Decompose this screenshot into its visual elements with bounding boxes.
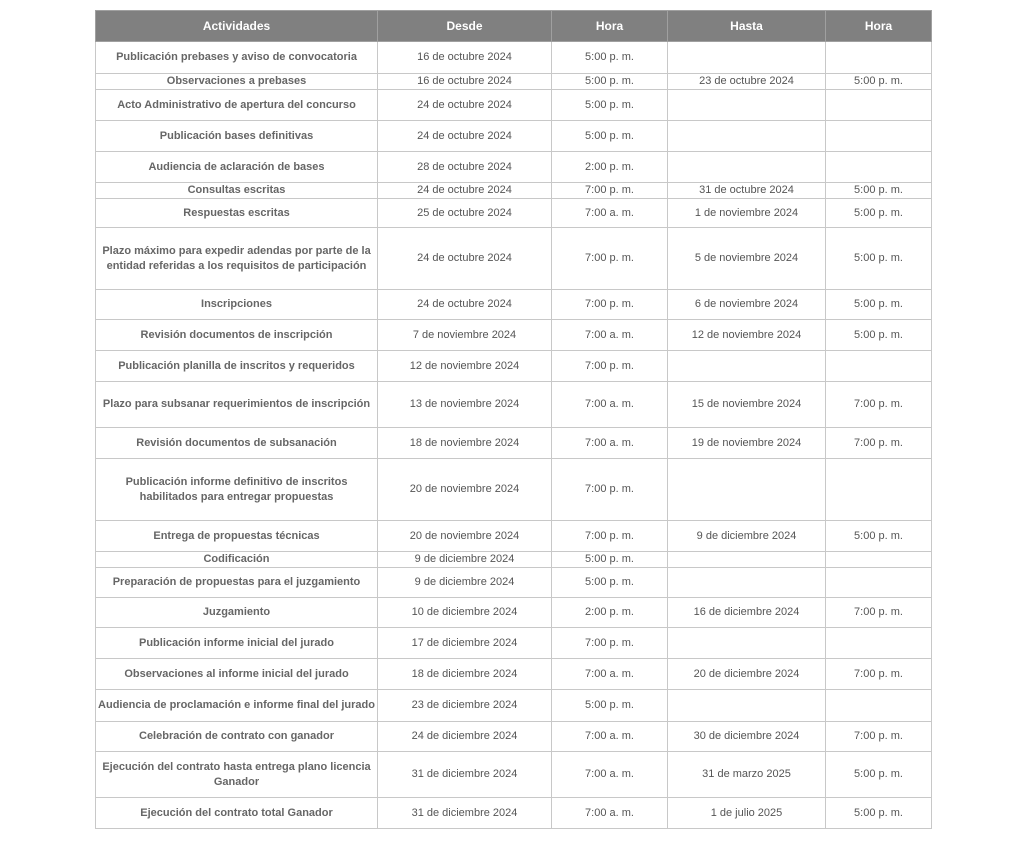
activity-cell: Plazo para subsanar requerimientos de inscripción	[96, 382, 378, 428]
hora-hasta-cell: 5:00 p. m.	[826, 752, 932, 798]
hora-desde-cell: 2:00 p. m.	[552, 152, 668, 183]
table-row	[96, 152, 932, 183]
activity-cell: Audiencia de aclaración de bases	[96, 152, 378, 183]
table-row	[96, 74, 932, 90]
table-row	[96, 351, 932, 382]
hora-hasta-cell: 5:00 p. m.	[826, 228, 932, 290]
hasta-cell	[668, 568, 826, 598]
table-row	[96, 121, 932, 152]
activity-cell: Preparación de propuestas para el juzgamiento	[96, 568, 378, 598]
activity-cell: Consultas escritas	[96, 183, 378, 199]
desde-cell: 24 de diciembre 2024	[378, 722, 552, 752]
activity-cell: Publicación bases definitivas	[96, 121, 378, 152]
table-row	[96, 752, 932, 798]
hasta-cell: 30 de diciembre 2024	[668, 722, 826, 752]
header-hasta: Hasta	[668, 11, 826, 42]
activity-cell: Celebración de contrato con ganador	[96, 722, 378, 752]
hasta-cell	[668, 42, 826, 74]
header-desde: Desde	[378, 11, 552, 42]
hora-desde-cell: 5:00 p. m.	[552, 690, 668, 722]
hora-hasta-cell: 7:00 p. m.	[826, 659, 932, 690]
activity-cell: Inscripciones	[96, 290, 378, 320]
hora-desde-cell: 2:00 p. m.	[552, 598, 668, 628]
hasta-cell	[668, 459, 826, 521]
hasta-cell: 16 de diciembre 2024	[668, 598, 826, 628]
hora-hasta-cell: 7:00 p. m.	[826, 428, 932, 459]
hora-hasta-cell	[826, 552, 932, 568]
table-row	[96, 459, 932, 521]
desde-cell: 10 de diciembre 2024	[378, 598, 552, 628]
hora-desde-cell: 5:00 p. m.	[552, 74, 668, 90]
hora-desde-cell: 7:00 p. m.	[552, 228, 668, 290]
activity-cell: Revisión documentos de inscripción	[96, 320, 378, 351]
hora-desde-cell: 7:00 p. m.	[552, 183, 668, 199]
activity-cell: Acto Administrativo de apertura del concurso	[96, 90, 378, 121]
table-row	[96, 521, 932, 552]
table-row	[96, 90, 932, 121]
table-row	[96, 228, 932, 290]
desde-cell: 16 de octubre 2024	[378, 74, 552, 90]
hora-hasta-cell: 5:00 p. m.	[826, 320, 932, 351]
desde-cell: 18 de diciembre 2024	[378, 659, 552, 690]
table-row	[96, 320, 932, 351]
hasta-cell: 5 de noviembre 2024	[668, 228, 826, 290]
hora-hasta-cell: 5:00 p. m.	[826, 798, 932, 829]
hora-desde-cell: 7:00 a. m.	[552, 752, 668, 798]
activity-cell: Plazo máximo para expedir adendas por parte de la entidad referidas a los requisitos de participación	[96, 228, 378, 290]
desde-cell: 25 de octubre 2024	[378, 199, 552, 228]
hora-desde-cell: 5:00 p. m.	[552, 90, 668, 121]
table-row	[96, 42, 932, 74]
desde-cell: 18 de noviembre 2024	[378, 428, 552, 459]
schedule-table	[95, 10, 932, 829]
desde-cell: 28 de octubre 2024	[378, 152, 552, 183]
table-row	[96, 598, 932, 628]
hora-hasta-cell: 5:00 p. m.	[826, 199, 932, 228]
hasta-cell: 31 de octubre 2024	[668, 183, 826, 199]
desde-cell: 13 de noviembre 2024	[378, 382, 552, 428]
activity-cell: Publicación planilla de inscritos y requeridos	[96, 351, 378, 382]
hora-hasta-cell	[826, 152, 932, 183]
hasta-cell	[668, 690, 826, 722]
hora-hasta-cell: 5:00 p. m.	[826, 290, 932, 320]
table-row	[96, 290, 932, 320]
hora-hasta-cell: 7:00 p. m.	[826, 598, 932, 628]
hora-hasta-cell	[826, 690, 932, 722]
desde-cell: 23 de diciembre 2024	[378, 690, 552, 722]
hora-desde-cell: 5:00 p. m.	[552, 552, 668, 568]
hora-hasta-cell	[826, 351, 932, 382]
desde-cell: 24 de octubre 2024	[378, 121, 552, 152]
hora-desde-cell: 7:00 a. m.	[552, 320, 668, 351]
hasta-cell: 6 de noviembre 2024	[668, 290, 826, 320]
hora-desde-cell: 7:00 p. m.	[552, 459, 668, 521]
hora-hasta-cell	[826, 459, 932, 521]
table-row	[96, 552, 932, 568]
hasta-cell	[668, 628, 826, 659]
activity-cell: Codificación	[96, 552, 378, 568]
hora-desde-cell: 5:00 p. m.	[552, 568, 668, 598]
desde-cell: 24 de octubre 2024	[378, 90, 552, 121]
desde-cell: 17 de diciembre 2024	[378, 628, 552, 659]
hasta-cell	[668, 552, 826, 568]
header-actividades: Actividades	[96, 11, 378, 42]
hasta-cell	[668, 152, 826, 183]
hora-hasta-cell	[826, 42, 932, 74]
desde-cell: 12 de noviembre 2024	[378, 351, 552, 382]
hora-hasta-cell	[826, 90, 932, 121]
hora-desde-cell: 7:00 p. m.	[552, 290, 668, 320]
desde-cell: 24 de octubre 2024	[378, 183, 552, 199]
table-row	[96, 722, 932, 752]
activity-cell: Audiencia de proclamación e informe final del jurado	[96, 690, 378, 722]
table-row	[96, 690, 932, 722]
hasta-cell: 20 de diciembre 2024	[668, 659, 826, 690]
hora-desde-cell: 7:00 a. m.	[552, 722, 668, 752]
hasta-cell	[668, 90, 826, 121]
hora-desde-cell: 7:00 a. m.	[552, 199, 668, 228]
hora-hasta-cell: 5:00 p. m.	[826, 521, 932, 552]
activity-cell: Entrega de propuestas técnicas	[96, 521, 378, 552]
activity-cell: Observaciones a prebases	[96, 74, 378, 90]
hora-desde-cell: 7:00 a. m.	[552, 382, 668, 428]
hasta-cell: 9 de diciembre 2024	[668, 521, 826, 552]
desde-cell: 9 de diciembre 2024	[378, 552, 552, 568]
hasta-cell: 23 de octubre 2024	[668, 74, 826, 90]
activity-cell: Juzgamiento	[96, 598, 378, 628]
hora-hasta-cell	[826, 628, 932, 659]
hasta-cell: 1 de julio 2025	[668, 798, 826, 829]
hora-desde-cell: 7:00 p. m.	[552, 351, 668, 382]
activity-cell: Ejecución del contrato hasta entrega plano licencia Ganador	[96, 752, 378, 798]
hasta-cell	[668, 121, 826, 152]
desde-cell: 20 de noviembre 2024	[378, 521, 552, 552]
table-row	[96, 628, 932, 659]
desde-cell: 24 de octubre 2024	[378, 228, 552, 290]
desde-cell: 31 de diciembre 2024	[378, 798, 552, 829]
table-row	[96, 382, 932, 428]
hasta-cell: 31 de marzo 2025	[668, 752, 826, 798]
hasta-cell: 19 de noviembre 2024	[668, 428, 826, 459]
hora-desde-cell: 7:00 a. m.	[552, 659, 668, 690]
hora-desde-cell: 5:00 p. m.	[552, 121, 668, 152]
hora-hasta-cell: 5:00 p. m.	[826, 74, 932, 90]
activity-cell: Publicación prebases y aviso de convocatoria	[96, 42, 378, 74]
hora-desde-cell: 7:00 p. m.	[552, 628, 668, 659]
hora-desde-cell: 7:00 a. m.	[552, 428, 668, 459]
table-row	[96, 568, 932, 598]
hora-hasta-cell	[826, 121, 932, 152]
hora-desde-cell: 5:00 p. m.	[552, 42, 668, 74]
table-row	[96, 183, 932, 199]
activity-cell: Publicación informe definitivo de inscritos habilitados para entregar propuestas	[96, 459, 378, 521]
table-row	[96, 428, 932, 459]
activity-cell: Respuestas escritas	[96, 199, 378, 228]
hora-hasta-cell	[826, 568, 932, 598]
activity-cell: Revisión documentos de subsanación	[96, 428, 378, 459]
desde-cell: 16 de octubre 2024	[378, 42, 552, 74]
hora-hasta-cell: 5:00 p. m.	[826, 183, 932, 199]
desde-cell: 9 de diciembre 2024	[378, 568, 552, 598]
hasta-cell: 1 de noviembre 2024	[668, 199, 826, 228]
activity-cell: Ejecución del contrato total Ganador	[96, 798, 378, 829]
header-row	[96, 11, 932, 42]
header-hora-hasta: Hora	[826, 11, 932, 42]
hasta-cell	[668, 351, 826, 382]
desde-cell: 7 de noviembre 2024	[378, 320, 552, 351]
hora-desde-cell: 7:00 p. m.	[552, 521, 668, 552]
activity-cell: Observaciones al informe inicial del jurado	[96, 659, 378, 690]
hora-hasta-cell: 7:00 p. m.	[826, 382, 932, 428]
table-row	[96, 199, 932, 228]
desde-cell: 20 de noviembre 2024	[378, 459, 552, 521]
table-row	[96, 798, 932, 829]
hora-hasta-cell: 7:00 p. m.	[826, 722, 932, 752]
hora-desde-cell: 7:00 a. m.	[552, 798, 668, 829]
hasta-cell: 15 de noviembre 2024	[668, 382, 826, 428]
activity-cell: Publicación informe inicial del jurado	[96, 628, 378, 659]
hasta-cell: 12 de noviembre 2024	[668, 320, 826, 351]
header-hora-desde: Hora	[552, 11, 668, 42]
table-row	[96, 659, 932, 690]
desde-cell: 24 de octubre 2024	[378, 290, 552, 320]
desde-cell: 31 de diciembre 2024	[378, 752, 552, 798]
